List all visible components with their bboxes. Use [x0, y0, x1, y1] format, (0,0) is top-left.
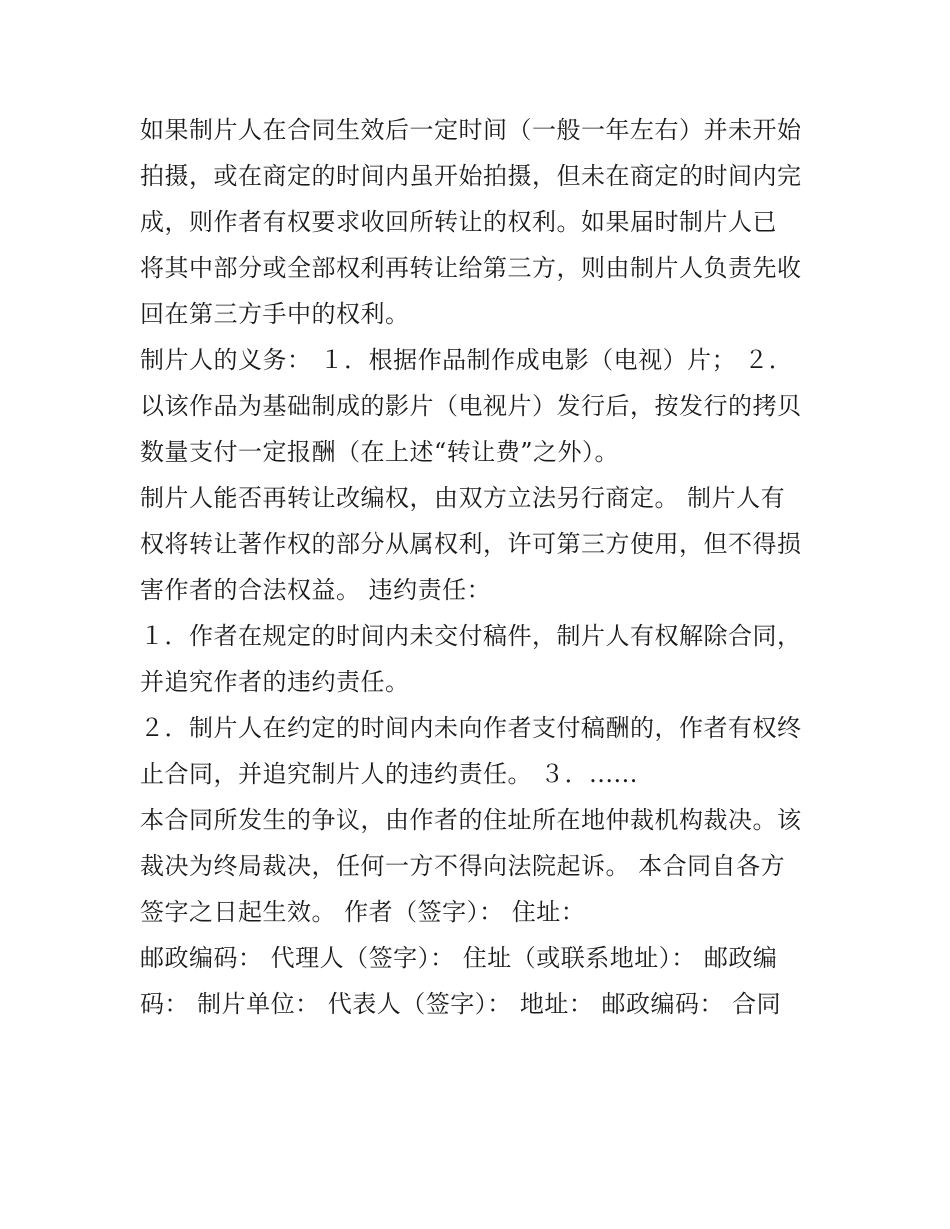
text-line: 签字之日起生效。 作者（签字）： 住址： [140, 898, 586, 926]
text-line: 邮政编码： 代理人（签字）： 住址（或联系地址）： 邮政编 [140, 944, 778, 972]
text-line: 以该作品为基础制成的影片（电视片）发行后，按发行的拷贝 [140, 392, 802, 420]
text-line: 害作者的合法权益。 违约责任： [140, 576, 492, 604]
text-line: 本合同所发生的争议，由作者的住址所在地仲裁机构裁决。该 [140, 806, 802, 834]
text-line: ２．制片人在约定的时间内未向作者支付稿酬的，作者有权终 [140, 714, 802, 742]
text-line: 码： 制片单位： 代表人（签字）： 地址： 邮政编码： 合同 [140, 990, 782, 1018]
text-line: 回在第三方手中的权利。 [140, 300, 410, 328]
text-line: 拍摄，或在商定的时间内虽开始拍摄，但未在商定的时间内完 [140, 162, 802, 190]
text-line: 权将转让著作权的部分从属权利，许可第三方使用，但不得损 [140, 530, 802, 558]
text-line: 制片人的义务： １．根据作品制作成电影（电视）片； ２． [140, 346, 794, 374]
document-body [140, 107, 820, 1027]
text-line: 止合同，并追究制片人的违约责任。 ３．...... [140, 760, 638, 788]
text-line: 数量支付一定报酬（在上述“转让费”之外）。 [140, 438, 620, 466]
text-line: 裁决为终局裁决，任何一方不得向法院起诉。 本合同自各方 [140, 852, 786, 880]
text-line: １．作者在规定的时间内未交付稿件，制片人有权解除合同， [140, 622, 802, 650]
text-line: 如果制片人在合同生效后一定时间（一般一年左右）并未开始 [140, 116, 802, 144]
text-line: 成，则作者有权要求收回所转让的权利。如果届时制片人已 [140, 208, 777, 236]
text-line: 制片人能否再转让改编权，由双方立法另行商定。 制片人有 [140, 484, 786, 512]
text-line: 将其中部分或全部权利再转让给第三方，则由制片人负责先收 [140, 254, 802, 282]
text-line: 并追究作者的违约责任。 [140, 668, 410, 696]
